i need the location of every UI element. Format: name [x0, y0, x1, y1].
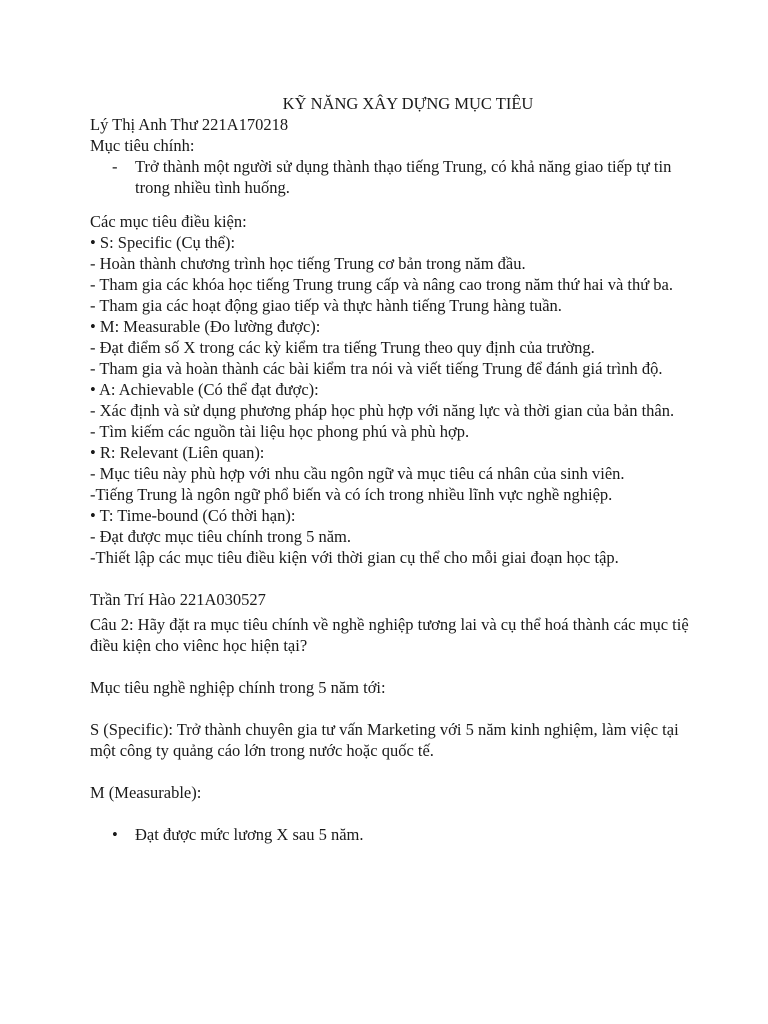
condition-line: - Tham gia các hoạt động giao tiếp và thực hành tiếng Trung hàng tuần. [90, 296, 562, 315]
condition-line: • T: Time-bound (Có thời hạn): [90, 506, 296, 525]
condition-line: - Tham gia và hoàn thành các bài kiểm tra nói và viết tiếng Trung để đánh giá trình độ. [90, 359, 663, 378]
document-content [90, 93, 690, 845]
condition-line: -Thiết lập các mục tiêu điều kiện với thời gian cụ thể cho mỗi giai đoạn học tập. [90, 548, 619, 567]
condition-line: - Hoàn thành chương trình học tiếng Trung cơ bản trong năm đầu. [90, 254, 526, 273]
main-goal-item [90, 156, 690, 198]
measurable-item-text: Đạt được mức lương X sau 5 năm. [135, 825, 364, 844]
condition-line: • M: Measurable (Đo lường được): [90, 317, 321, 336]
measurable-label: M (Measurable): [90, 783, 202, 802]
bullet-marker: • [112, 825, 118, 844]
question-text: Câu 2: Hãy đặt ra mục tiêu chính về nghề nghiệp tương lai và cụ thể hoá thành các mục tiệ điều kiện cho viênc học hiện tại? [90, 615, 689, 655]
conditions-label: Các mục tiêu điều kiện: [90, 212, 247, 231]
author-2: Trần Trí Hào 221A030527 [90, 590, 266, 609]
condition-line: - Đạt điểm số X trong các kỳ kiểm tra tiếng Trung theo quy định của trường. [90, 338, 595, 357]
condition-line: - Xác định và sử dụng phương pháp học phù hợp với năng lực và thời gian của bản thân. [90, 401, 675, 420]
condition-line: - Tham gia các khóa học tiếng Trung trung cấp và nâng cao trong năm thứ hai và thứ ba. [90, 275, 674, 294]
main-goal-text: Trở thành một người sử dụng thành thạo tiếng Trung, có khả năng giao tiếp tự tin trong nhiều tình huống. [135, 157, 672, 197]
condition-line: -Tiếng Trung là ngôn ngữ phổ biến và có ích trong nhiều lĩnh vực nghề nghiệp. [90, 485, 613, 504]
career-goal-label: Mục tiêu nghề nghiệp chính trong 5 năm tới: [90, 678, 386, 697]
list-item [90, 824, 690, 845]
condition-line: - Mục tiêu này phù hợp với nhu cầu ngôn ngữ và mục tiêu cá nhân của sinh viên. [90, 464, 625, 483]
condition-line: • S: Specific (Cụ thể): [90, 233, 236, 252]
main-goal-label: Mục tiêu chính: [90, 136, 195, 155]
author-1: Lý Thị Anh Thư 221A170218 [90, 115, 289, 134]
condition-line: • A: Achievable (Có thể đạt được): [90, 380, 319, 399]
condition-line: - Tìm kiếm các nguồn tài liệu học phong phú và phù hợp. [90, 422, 470, 441]
condition-line: - Đạt được mục tiêu chính trong 5 năm. [90, 527, 351, 546]
document-title: KỸ NĂNG XÂY DỰNG MỤC TIÊU [282, 94, 534, 113]
measurable-list [90, 824, 690, 845]
specific-text: S (Specific): Trở thành chuyên gia tư vấn Marketing với 5 năm kinh nghiệm, làm việc tại một công ty quảng cáo lớn trong nước hoặc quốc tế. [90, 720, 679, 760]
dash-marker: - [112, 157, 118, 176]
condition-line: • R: Relevant (Liên quan): [90, 443, 265, 462]
